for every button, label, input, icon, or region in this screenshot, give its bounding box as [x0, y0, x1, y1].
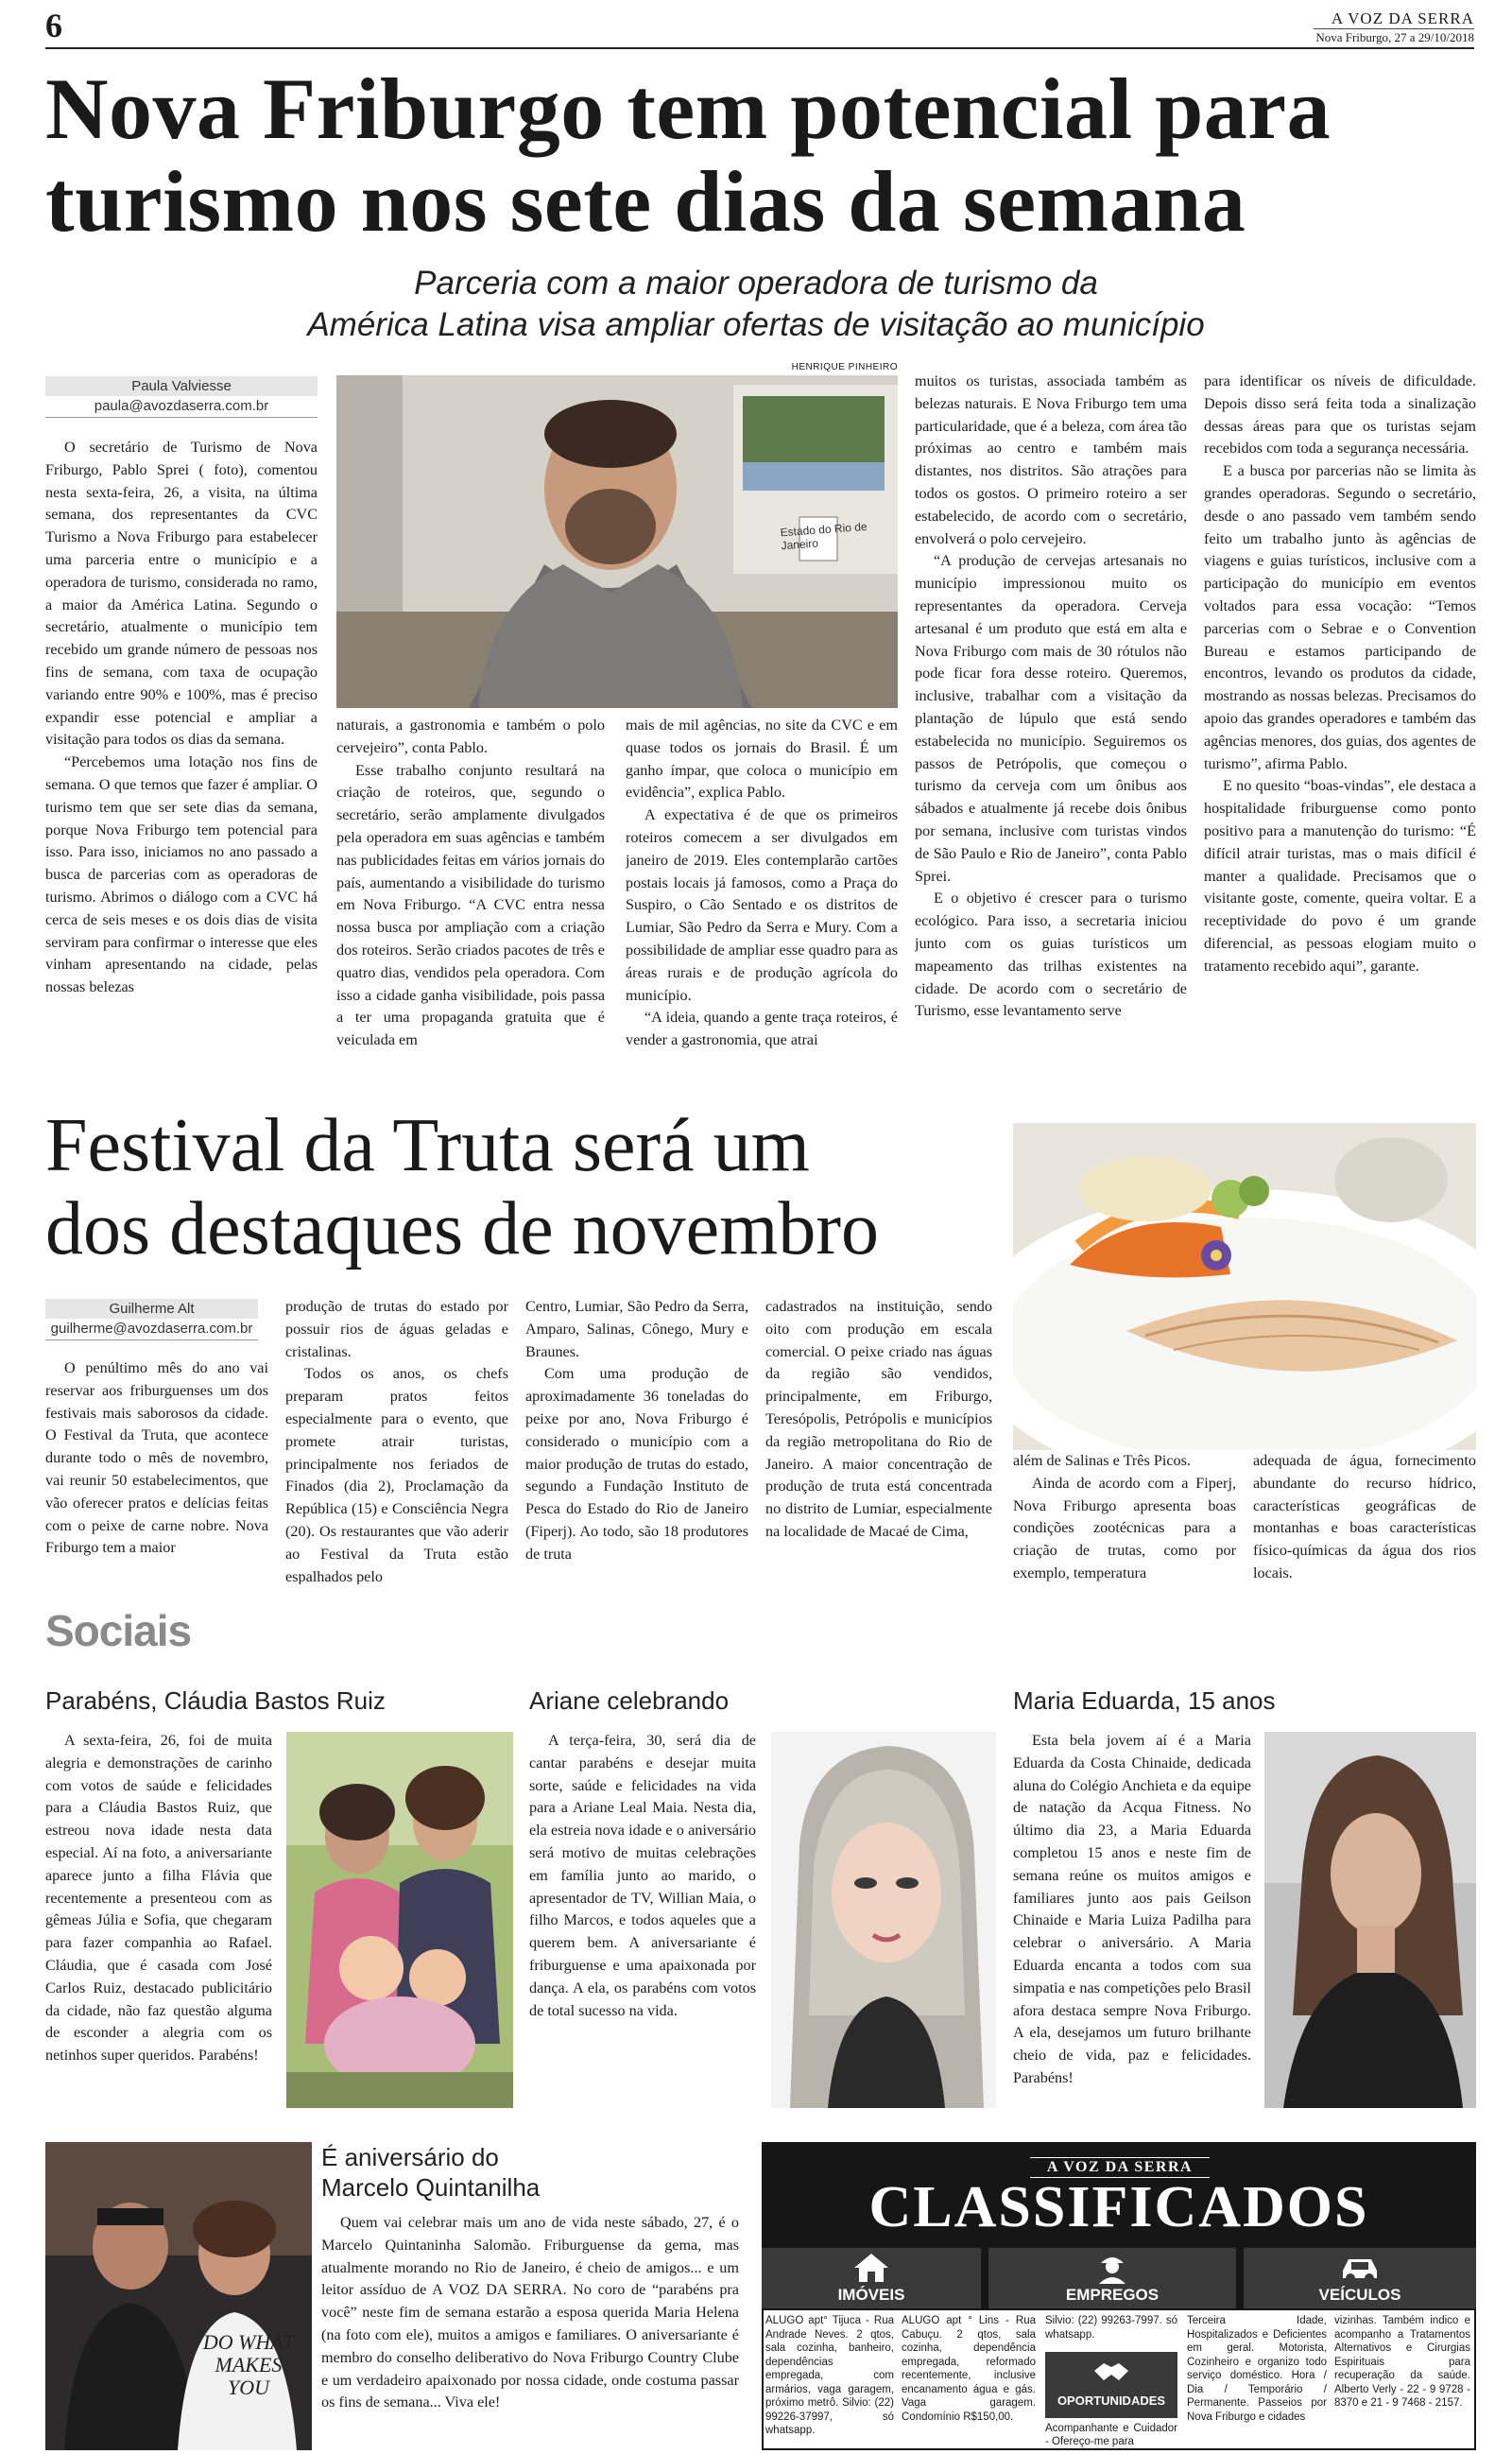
article1-col1-p2: “Percebemos uma lotação nos fins de semana. O que temos que fazer é ampliar. O turismo tem que ser sete dias da semana, porque Nova Friburgo tem potencial para isso. Para isso, iniciamos no ano passado a busca de parcerias com as operadoras de turismo. Abrimos o diálogo com a CVC há cerca de seis meses e os dois dias de visita serviram para confirmar o interesse que eles vinham apresentando na cidade, pelas nossas belezas	[45, 753, 318, 996]
ariane-illustration	[771, 1732, 996, 2108]
classified-ad-3: Silvio: (22) 99263-7997. só whatsapp.	[1045, 2315, 1177, 2341]
article1-column-2	[336, 715, 605, 1080]
classifieds-title[interactable]: CLASSIFICADOS	[868, 2175, 1369, 2239]
article1-col3-p2: A expectativa é de que os primeiros roteiros comecem a ser divulgados em janeiro de 2019. Eles contemplarão cartões postais locais já famosos, como a Praça do Suspiro, o Cão Sentado e os distritos de Lumiar, São Pedro da Serra e Mury. Com a possibilidade de ampliar esse quadro para as áreas rurais e de produção agrícola do município.	[626, 806, 898, 1004]
maria-eduarda-illustration	[1264, 1732, 1476, 2108]
classified-ad-1: ALUGO apt° Tijuca - Rua Andrade Neves. 2 qtos, sala cozinha, banheiro, dependências empregada, com armários, vaga garagem, próximo metrô. Silvio: (22) 99226-37997, só whatsapp.	[765, 2315, 894, 2436]
article2-headline	[45, 1104, 1009, 1270]
social-item4-title-line2: Marcelo Quintanilha	[321, 2173, 541, 2202]
category-empregos[interactable]	[988, 2248, 1236, 2308]
social-item2-text-block	[529, 1730, 756, 2117]
category-oportunidades-label: OPORTUNIDADES	[1057, 2394, 1166, 2408]
social-item1-text: A sexta-feira, 26, foi de muita alegria e demonstrações de carinho com votos de saúde e felicidades para a Cláudia Bastos Ruiz, que estreou nova idade nesta data especial. Aí na foto, a aniversariante aparece junto a filha Flávia que recentemente a presenteou com as gêmeas Júlia e Sofia, que chegaram para fazer companhia ao Rafael. Cláudia, que é casada com José Carlos Ruiz, destacado publicitário da cidade, não faz questão alguma de esconder a alegria com os netinhos super queridos. Parabéns!	[45, 1732, 272, 2065]
article2-col5-p1: além de Salinas e Três Picos.	[1013, 1452, 1191, 1469]
house-icon	[852, 2252, 890, 2284]
category-veiculos[interactable]	[1244, 2248, 1476, 2308]
article2-headline-line2: dos destaques de novembro	[45, 1187, 880, 1270]
maria-eduarda-photo	[1264, 1732, 1476, 2108]
claudia-family-illustration	[286, 1732, 513, 2108]
article1-subhead-line1: Parceria com a maior operadora de turismo da	[414, 265, 1098, 302]
social-item1-text-block	[45, 1730, 272, 2117]
article2-column-4	[765, 1296, 992, 1584]
article2-column-2	[285, 1296, 508, 1584]
article2-author-email[interactable]: guilherme@avozdaserra.com.br	[45, 1319, 258, 1340]
worker-icon	[1093, 2252, 1131, 2284]
article2-column-5	[1013, 1450, 1236, 1584]
classified-ad-4: Terceira Idade, Hospitalizados e Deficientes em geral. Motorista, Cozinheiro e organizo todo serviço doméstico. Hora / Dia / Temporário / Permanente. Passeios por Nova Friburgo e cidades	[1187, 2315, 1327, 2423]
social-item3-title: Maria Eduarda, 15 anos	[1013, 1686, 1276, 1715]
article1-column-3	[626, 715, 898, 1080]
page-number: 6	[45, 7, 62, 44]
masthead: A VOZ DA SERRA	[1314, 9, 1474, 29]
article2-col3-p2: Com uma produção de aproximadamente 36 toneladas do peixe por ano, Nova Friburgo é considerado o município com a maior produção de trutas do estado, segundo a Fundação Instituto de Pesca do Estado do Rio de Janeiro (Fiperj). Ao todo, são 18 produtores de truta	[525, 1365, 748, 1563]
classified-ad-5: vizinhas. Também indico e acompanho a Tratamentos Alternativos e Cirurgias Espirituais para recuperação da saúde. Alberto Verly - 22 - 9 9728 - 8370 e 21 - 9 7468 - 2157.	[1334, 2315, 1470, 2409]
article2-headline-line1: Festival da Truta será um	[45, 1104, 810, 1187]
article1-col4-p1: muitos os turistas, associada também as belezas naturais. E Nova Friburgo tem uma particularidade, que é a beleza, com área tão próximas ao centro e também mais distantes, nos distritos. São atrações para todos os gostos. O primeiro roteiro a ser estabelecido, de acordo com o secretário, envolverá o polo cervejeiro.	[915, 372, 1187, 547]
article1-col4-p2: “A produção de cervejas artesanais no município impressionou muito os representantes da operadora. Cerveja artesanal é um produto que está em alta e Nova Friburgo com mais de 30 rótulos não pode ficar fora desse roteiro. Queremos, inclusive, trabalhar com a visitação da plantação de lúpulo que está sendo estabelecida no município. Seguiremos os passos de Petrópolis, que começou o turismo da cerveja com um ônibus aos sábados e atualmente já recebe dois ônibus por semana, inclusive com turistas vindos de São Paulo e Rio de Janeiro”, conta Pablo Sprei.	[915, 552, 1187, 885]
article1-col2-p2: Esse trabalho conjunto resultará na criação de roteiros, que, segundo o secretário, serão amplamente divulgados pela operadora em suas agências e também nas publicidades feitas em vários jornais do país, aumentando a visibilidade do turismo em Nova Friburgo. “A CVC entra nessa nossa busca por ampliação com a criação dos roteiros. Serão criados pacotes de três e quatro dias, vendidos pela operadora. Com isso a cidade ganha visibilidade, pois passa a ter uma propaganda gratuita que é veiculada em	[336, 761, 605, 1049]
ariane-photo	[771, 1732, 996, 2108]
social-item2-title: Ariane celebrando	[529, 1686, 730, 1715]
article2-col2-p1: produção de trutas do estado por possuir rios de águas geladas e cristalinas.	[285, 1298, 508, 1360]
photo-credit: HENRIQUE PINHEIRO	[791, 362, 898, 372]
article2-col3-p1: Centro, Lumiar, São Pedro da Serra, Amparo, Salinas, Cônego, Mury e Braunes.	[525, 1298, 748, 1360]
article1-col5-p3: E no quesito “boas-vindas”, ele destaca a hospitalidade friburguense como ponto positivo para a manutenção do turismo: “É difícil atrair turistas, mas o mais difícil é manter a qualidade. Precisamos que o visitante goste, comente, queira voltar. E a receptividade do povo é um grande diferencial, as pessoas elogiam muito o tratamento recebido aqui”, garante.	[1204, 777, 1476, 975]
article1-col3-p3: “A ideia, quando a gente traça roteiros, é vender a gastronomia, que atrai	[626, 1009, 898, 1049]
category-empregos-label: EMPREGOS	[1065, 2286, 1160, 2304]
article1-col3-p1: mais de mil agências, no site da CVC e em quase todos os jornais do Brasil. É um ganho ímpar, que coloca o município em evidência”, explica Pablo.	[626, 717, 898, 802]
social-item4-title-line1: É aniversário do	[321, 2143, 499, 2171]
section-title-sociais: Sociais	[45, 1606, 192, 1655]
article1-column-4	[915, 371, 1187, 1080]
social-item4-title	[321, 2142, 737, 2203]
social-item3-text-block	[1013, 1730, 1251, 2117]
social-item1-title: Parabéns, Cláudia Bastos Ruiz	[45, 1686, 386, 1715]
pablo-sprei-photo	[336, 375, 898, 708]
article2-col5-p2: Ainda de acordo com a Fiperj, Nova Friburgo apresenta boas condições zootécnicas para a criação de trutas, como por exemplo, temperatura	[1013, 1474, 1236, 1581]
category-imoveis[interactable]	[762, 2248, 981, 2308]
article1-col2-p1: naturais, a gastronomia e também o polo cervejeiro”, conta Pablo.	[336, 717, 605, 756]
marcelo-illustration	[45, 2142, 312, 2450]
social-item4-text: Quem vai celebrar mais um ano de vida neste sábado, 27, é o Marcelo Quintaninha Salomão. Friburguense da gema, mas atualmente morando no Rio de Janeiro, é cheio de amigos... e um leitor assíduo de A VOZ DA SERRA. No coro de “parabéns pra você” neste fim de semana estarão a esposa querida Maria Helena (na foto com ele), muitos a amigos e familiares. O aniversariante é membro do conselho deliberativo do Nova Friburgo Country Clube e um verdadeiro apaixonado por nossa cidade, onde costuma passar os fins de semana... Viva ele!	[321, 2214, 739, 2411]
article1-col5-p2: E a busca por parcerias não se limita às grandes operadoras. Segundo o secretário, desde o ano passado vem também sendo feito um trabalho junto às agências de viagens e guias turísticos, inclusive com a participação do município em eventos voltados para essa vocação: “Temos parcerias com o Sebrae e o Convention Bureau e estamos participando de encontros, levando os produtos da cidade, mostrando as nossas belezas. Precisamos do apoio das grandes operadores e também das agências menores, dos guias, dos agentes de turismo”, afirma Pablo.	[1204, 462, 1476, 772]
edition-date: Nova Friburgo, 27 a 29/10/2018	[1315, 30, 1474, 44]
article2-col4-p1: cadastrados na instituição, sendo oito com produção em escala comercial. O peixe criado nas águas da região são vendidos, principalmente, em Friburgo, Teresópolis, Petrópolis e municípios da região metropolitana do Rio de Janeiro. A maior concentração de produção de truta está concentrada no distrito de Lumiar, especialmente na localidade de Macaé de Cima,	[765, 1298, 992, 1540]
article2-column-1	[45, 1357, 268, 1584]
classified-ad-2: ALUGO apt ° Lins - Rua Cabuçu. 2 qtos, sala cozinha, dependência empregada, reformado recentemente, inclusive encanamento água e gás. Vaga garagem. Condomínio R$150,00.	[902, 2315, 1036, 2423]
article2-col1-p1: O penúltimo mês do ano vai reservar aos friburguenses um dos festivais mais saborosos da cidade. O Festival da Truta, que acontece durante todo o mês de novembro, vai reunir 50 estabelecimentos, que vão oferecer pratos e delícias feitas com o peixe de carne nobre. Nova Friburgo tem a maior	[45, 1359, 268, 1557]
article1-headline	[45, 62, 1482, 248]
article1-subhead	[142, 263, 1370, 346]
car-icon	[1339, 2252, 1381, 2284]
article1-author: Paula Valviesse	[45, 376, 318, 396]
article1-col4-p3: E o objetivo é crescer para o turismo ecológico. Para isso, a secretaria iniciou junto com os guias turísticos um mapeamento das trilhas existentes na cidade. De acordo com o secretário de Turismo, esse levantamento serve	[915, 890, 1187, 1020]
article1-author-email[interactable]: paula@avozdaserra.com.br	[45, 396, 318, 418]
article2-column-6	[1253, 1450, 1476, 1584]
article1-column-5	[1204, 371, 1476, 1080]
social-item3-text: Esta bela jovem aí é a Maria Eduarda da Costa Chinaide, dedicada aluna do Colégio Anchieta e da equipe de natação da Acqua Fitness. No último dia 23, a Maria Eduarda completou 15 anos e neste fim de semana reúne os muitos amigos e familiares junto aos pais Geilson Chinaide e Maria Luiza Padilha para celebrar o aniversário. A Maria Eduarda encanta a todos com sua simpatia e nas competições pelo Brasil afora destaca sempre Nova Friburgo. A ela, desejamos um futuro brilhante cheio de vida, paz e felicidades. Parabéns!	[1013, 1732, 1251, 2086]
article2-col2-p2: Todos os anos, os chefs preparam pratos feitos especialmente para o evento, que promete atrair turistas, principalmente nos feriados de Finados (dia 2), Proclamação da República (15) e Consciência Negra (20). Os restaurantes que vão aderir ao Festival da Truta estão espalhados pelo	[285, 1365, 508, 1584]
article2-col6-p1: adequada de água, fornecimento abundante do recurso hídrico, características geográficas de montanhas e boas características físico-químicas da água dos rios locais.	[1253, 1452, 1476, 1581]
photo-sign-text: Estado do Rio de Janeiro	[780, 519, 868, 553]
article1-headline-line1: Nova Friburgo tem potencial para	[45, 60, 1332, 157]
classifieds-brand: A VOZ DA SERRA	[1030, 2157, 1210, 2178]
article1-column-1	[45, 437, 318, 1080]
category-veiculos-label: VEÍCULOS	[1318, 2286, 1401, 2304]
article1-col1-p1: O secretário de Turismo de Nova Friburgo, Pablo Sprei ( foto), comentou nesta sexta-feira, 26, a visita, na última semana, dos representantes da CVC Turismo a Nova Friburgo para estabelecer uma parceria entre o município e a operadora de turismo, considerada no ramo, a maior da América Latina. Segundo o secretário, atualmente o município tem recebido um grande número de pessoas nos fins de semana, com taxa de ocupação variando entre 90% e 100%, mas é preciso expandir esse potencial e ampliar a visitação para todos os dias da semana.	[45, 439, 318, 749]
social-item4-text-block	[321, 2212, 739, 2450]
article2-column-3	[525, 1296, 748, 1584]
handshake-icon	[1092, 2358, 1130, 2384]
category-imoveis-label: IMÓVEIS	[837, 2286, 905, 2304]
category-oportunidades[interactable]	[1045, 2352, 1177, 2418]
trout-dish-illustration	[1013, 1123, 1476, 1450]
classified-ad-3b: Acompanhante e Cuidador - Ofereço-me para	[1045, 2423, 1177, 2447]
article1-col5-p1: para identificar os níveis de dificuldade. Depois disso será feita toda a sinalização dessas áreas para que os turistas sejam recebidos com toda a segurança necessária.	[1204, 372, 1476, 458]
trout-dish-photo	[1013, 1123, 1476, 1450]
marcelo-photo	[45, 2142, 312, 2450]
social-item2-text: A terça-feira, 30, será dia de cantar parabéns e desejar muita sorte, saúde e felicidades na vida para a Ariane Leal Maia. Nesta dia, ela estreia nova idade e o aniversário será motivo de muitas celebrações em família junto ao marido, o apresentador de TV, Willian Maia, o filho Marcos, e todos aqueles que a querem bem. A aniversariante é friburguense e uma apaixonada por dança. A ela, os parabéns com votos de total sucesso na vida.	[529, 1732, 756, 2019]
marcelo-shirt-text: DO WHAT MAKES YOU	[202, 2330, 295, 2399]
article2-author: Guilherme Alt	[45, 1299, 258, 1319]
claudia-family-photo	[286, 1732, 513, 2108]
article1-headline-line2: turismo nos sete dias da semana	[45, 153, 1246, 250]
article1-subhead-line2: América Latina visa ampliar ofertas de visitação ao município	[307, 306, 1205, 343]
header-rule	[45, 47, 1474, 49]
